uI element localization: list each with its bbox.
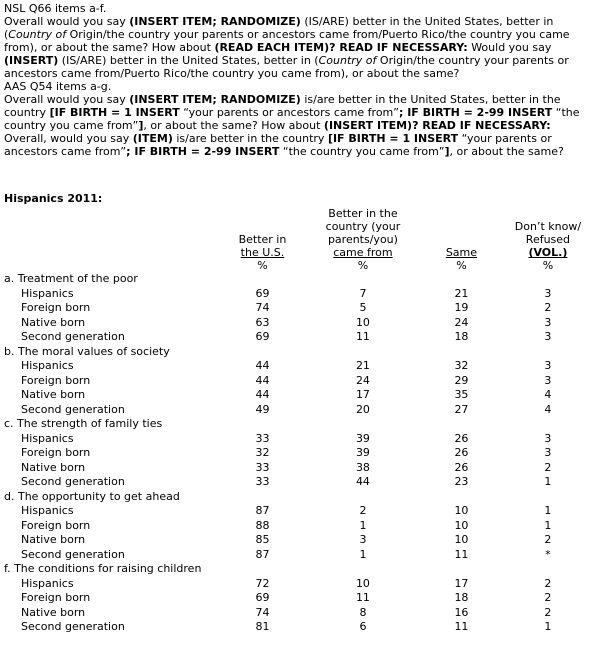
table-row — [4, 606, 588, 621]
header-percent-sign: % — [357, 259, 369, 272]
table-cell: 44 — [255, 388, 270, 401]
table-row — [4, 591, 588, 606]
header-col-better-origin — [311, 207, 415, 272]
text-run: [IF BIRTH = 1 INSERT — [327, 132, 459, 145]
row-label: Hispanics — [21, 359, 74, 372]
table-cell: 44 — [255, 359, 270, 372]
text-run: “the country you came from” — [4, 106, 580, 132]
header-underlined-text: (VOL.) — [528, 246, 568, 259]
table-cell: 5 — [359, 301, 367, 314]
text-run: Country of — [318, 54, 377, 67]
item-heading-row — [4, 562, 588, 577]
results-table — [4, 207, 588, 635]
text-run: , or about the same? How about — [143, 119, 324, 132]
table-cell: 3 — [359, 533, 367, 546]
table-cell: 10 — [355, 315, 370, 329]
item-heading-row — [4, 345, 588, 360]
row-label: Hispanics — [21, 431, 74, 445]
table-cell: 29 — [454, 373, 469, 387]
row-label: Native born — [21, 460, 86, 474]
table-cell: 33 — [255, 475, 270, 488]
table-cell: 39 — [355, 446, 370, 459]
table-cell: 81 — [255, 620, 270, 633]
table-cell: 21 — [454, 286, 469, 300]
aas-question-text — [4, 93, 588, 158]
header-text: parents/you) — [327, 233, 398, 246]
table-cell: 11 — [454, 547, 469, 561]
table-cell: 69 — [255, 286, 270, 300]
table-cell: 2 — [544, 605, 552, 619]
table-body — [4, 272, 588, 635]
text-run: (INSERT ITEM)? READ IF NECESSARY: — [323, 119, 551, 132]
table-row — [4, 330, 588, 345]
table-row — [4, 388, 588, 403]
header-col-dk-refused — [508, 207, 588, 272]
header-col-better-us — [214, 207, 311, 272]
text-run: (READ EACH ITEM)? READ IF NECESSARY: — [214, 41, 468, 54]
table-cell: 72 — [255, 576, 270, 590]
table-cell: 3 — [544, 286, 552, 300]
table-cell: 26 — [454, 460, 469, 474]
table-cell: 1 — [544, 620, 552, 633]
table-cell: 11 — [454, 620, 469, 633]
table-row — [4, 359, 588, 374]
table-cell: 18 — [454, 591, 469, 604]
header-text: Don’t know/ — [514, 220, 582, 233]
text-run: (INSERT) — [4, 54, 59, 67]
row-label: Second generation — [21, 402, 125, 416]
table-cell: 33 — [255, 460, 270, 474]
item-heading-row — [4, 417, 588, 432]
table-cell: * — [545, 547, 551, 561]
text-run: ] — [444, 145, 450, 158]
table-cell: 2 — [544, 576, 552, 590]
table-cell: 88 — [255, 518, 270, 532]
row-label: Foreign born — [21, 446, 91, 459]
row-label: Second generation — [21, 547, 125, 561]
table-cell: 1 — [544, 518, 552, 532]
table-cell: 44 — [255, 373, 270, 387]
text-run: “the country you came from” — [279, 145, 445, 158]
table-cell: 11 — [355, 330, 370, 343]
table-cell: 1 — [359, 518, 367, 532]
table-cell: 2 — [544, 533, 552, 546]
table-cell: 21 — [355, 359, 370, 372]
table-row — [4, 374, 588, 389]
header-label-spacer — [4, 207, 214, 272]
item-heading: b. The moral values of society — [4, 344, 170, 358]
table-cell: 3 — [544, 431, 552, 445]
text-run: Origin/the country your parents or ancestors came from/Puerto Rico/the country you came from), or about the same? How about — [4, 28, 570, 54]
table-row — [4, 620, 588, 635]
nsl-question-text — [4, 15, 588, 80]
text-run: Would you say — [467, 41, 552, 54]
row-label: Native born — [21, 605, 86, 619]
table-cell: 49 — [255, 402, 270, 416]
row-label: Second generation — [21, 330, 125, 343]
table-cell: 35 — [454, 388, 469, 401]
row-label: Foreign born — [21, 518, 91, 532]
table-cell: 6 — [359, 620, 367, 633]
header-text: Better in — [238, 233, 287, 246]
table-cell: 74 — [255, 301, 270, 314]
table-row — [4, 533, 588, 548]
table-cell: 3 — [544, 315, 552, 329]
text-run: (ITEM) — [132, 132, 173, 145]
text-run: (IS/ARE) better in the United States, better in ( — [4, 15, 554, 41]
table-row — [4, 519, 588, 534]
table-cell: 8 — [359, 605, 367, 619]
row-label: Native born — [21, 533, 86, 546]
table-cell: 18 — [454, 330, 469, 343]
table-cell: 10 — [454, 518, 469, 532]
text-run: Overall would you say — [4, 15, 130, 28]
table-cell: 3 — [544, 446, 552, 459]
table-cell: 32 — [454, 359, 469, 372]
aas-question-id: AAS Q54 items a-g. — [4, 80, 112, 93]
table-cell: 4 — [544, 402, 552, 416]
section-title: Hispanics 2011: — [4, 192, 103, 205]
table-cell: 39 — [355, 431, 370, 445]
table-cell: 33 — [255, 431, 270, 445]
table-cell: 26 — [454, 431, 469, 445]
text-run: (IS/ARE) better in the United States, better in ( — [58, 54, 319, 67]
text-run: (INSERT ITEM; RANDOMIZE) — [129, 15, 301, 28]
table-cell: 2 — [359, 504, 367, 517]
text-run: (INSERT ITEM; RANDOMIZE) — [129, 93, 301, 106]
text-run: “your parents or ancestors came from” — [4, 132, 552, 158]
table-cell: 3 — [544, 373, 552, 387]
row-label: Native born — [21, 315, 86, 329]
table-row — [4, 287, 588, 302]
row-label: Hispanics — [21, 576, 74, 590]
text-run: ] — [138, 119, 144, 132]
table-cell: 1 — [544, 475, 552, 488]
table-cell: 74 — [255, 605, 270, 619]
table-row — [4, 403, 588, 418]
table-cell: 69 — [255, 330, 270, 343]
table-row — [4, 475, 588, 490]
header-percent-sign: % — [542, 259, 554, 272]
table-row — [4, 316, 588, 331]
table-cell: 4 — [544, 388, 552, 401]
question-wording — [4, 2, 588, 158]
header-text: Refused — [525, 233, 571, 246]
table-cell: 26 — [454, 446, 469, 459]
header-col-same — [415, 207, 508, 272]
table-cell: 1 — [544, 504, 552, 517]
table-cell: 1 — [359, 547, 367, 561]
table-cell: 3 — [544, 330, 552, 343]
header-percent-sign: % — [257, 259, 268, 272]
header-text: Better in the — [328, 207, 398, 220]
text-run: is/are better in the country — [172, 132, 328, 145]
table-cell: 32 — [255, 446, 270, 459]
item-heading: c. The strength of family ties — [4, 417, 163, 430]
table-row — [4, 504, 588, 519]
table-cell: 17 — [355, 388, 370, 401]
table-cell: 10 — [454, 504, 469, 517]
text-run: , or about the same? — [449, 145, 564, 158]
table-cell: 63 — [255, 315, 270, 329]
text-run: Overall would you say — [4, 93, 130, 106]
table-row — [4, 548, 588, 563]
table-cell: 3 — [544, 359, 552, 372]
header-percent-sign: % — [456, 259, 467, 272]
table-cell: 44 — [355, 475, 370, 488]
table-cell: 38 — [355, 460, 370, 474]
table-row — [4, 301, 588, 316]
table-cell: 2 — [544, 591, 552, 604]
table-cell: 20 — [355, 402, 370, 416]
item-heading: d. The opportunity to get ahead — [4, 489, 180, 503]
table-cell: 87 — [255, 504, 270, 517]
table-cell: 2 — [544, 460, 552, 474]
item-heading: a. Treatment of the poor — [4, 272, 138, 285]
table-row — [4, 432, 588, 447]
row-label: Hispanics — [21, 504, 74, 517]
row-label: Second generation — [21, 620, 125, 633]
table-cell: 10 — [355, 576, 370, 590]
text-run: Country of — [8, 28, 67, 41]
item-heading: f. The conditions for raising children — [4, 562, 202, 575]
table-header-row — [4, 207, 588, 272]
table-cell: 16 — [454, 605, 469, 619]
text-run: ; IF BIRTH = 2-99 INSERT — [398, 106, 553, 119]
row-label: Native born — [21, 388, 86, 401]
text-run: “your parents or ancestors came from” — [179, 106, 399, 119]
table-cell: 10 — [454, 533, 469, 546]
header-underlined-text: the U.S. — [240, 246, 285, 259]
table-row — [4, 461, 588, 476]
table-cell: 23 — [454, 475, 469, 488]
table-cell: 2 — [544, 301, 552, 314]
header-underlined-text: Same — [445, 246, 478, 259]
table-cell: 19 — [454, 301, 469, 314]
row-label: Foreign born — [21, 591, 91, 604]
table-cell: 17 — [454, 576, 469, 590]
table-row — [4, 446, 588, 461]
table-row — [4, 577, 588, 592]
table-cell: 27 — [454, 402, 469, 416]
row-label: Hispanics — [21, 286, 74, 300]
header-underlined-text: came from — [333, 246, 393, 259]
table-cell: 11 — [355, 591, 370, 604]
table-cell: 24 — [355, 373, 370, 387]
row-label: Foreign born — [21, 373, 91, 387]
table-cell: 69 — [255, 591, 270, 604]
text-run: is/are better in the United States, better in the country — [4, 93, 561, 119]
table-cell: 24 — [454, 315, 469, 329]
item-heading-row — [4, 490, 588, 505]
text-run: [IF BIRTH = 1 INSERT — [49, 106, 180, 119]
row-label: Second generation — [21, 475, 125, 488]
row-label: Foreign born — [21, 301, 91, 314]
text-run: Overall, would you say — [4, 132, 133, 145]
item-heading-row — [4, 272, 588, 287]
text-run: ; IF BIRTH = 2-99 INSERT — [126, 145, 280, 158]
text-run: Origin/the country your parents or ancestors came from/Puerto Rico/the country you came from), or about the same? — [4, 54, 569, 80]
nsl-question-id: NSL Q66 items a-f. — [4, 2, 107, 15]
header-text: country (your — [325, 220, 401, 233]
table-cell: 87 — [255, 547, 270, 561]
table-cell: 7 — [359, 286, 367, 300]
table-cell: 85 — [255, 533, 270, 546]
